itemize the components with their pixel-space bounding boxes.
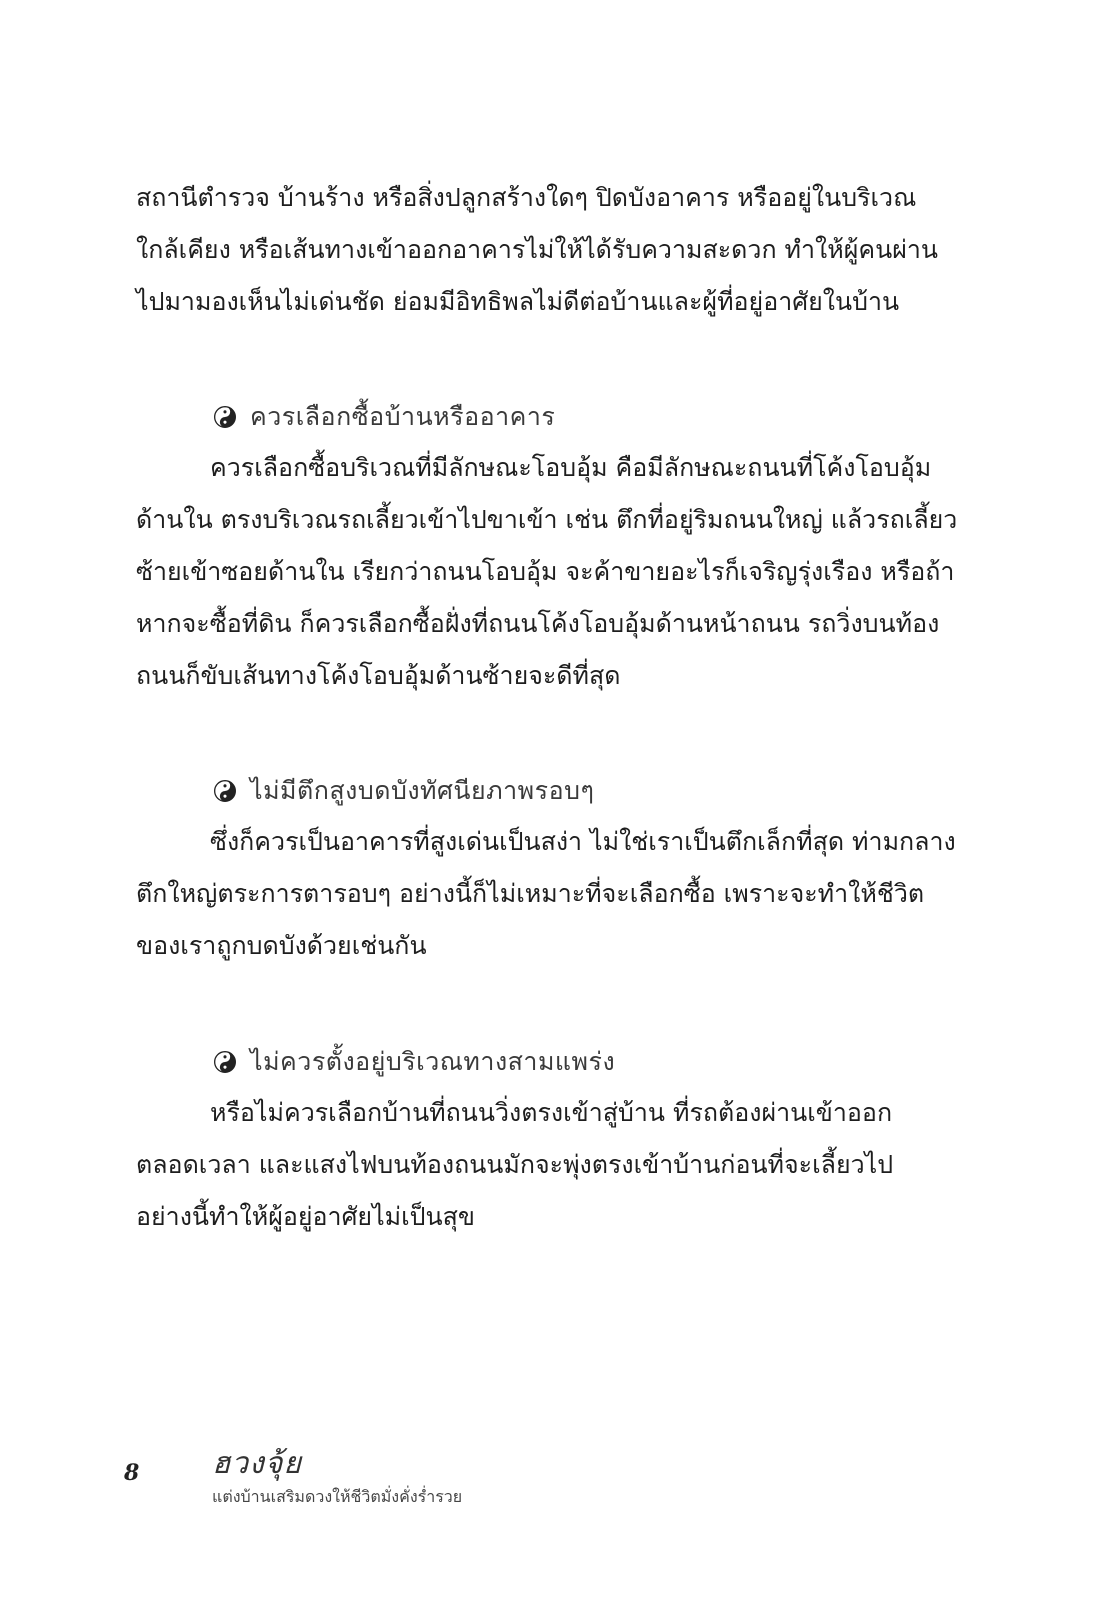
yin-yang-icon — [214, 406, 236, 428]
yin-yang-icon — [214, 780, 236, 802]
section-heading-text: ไม่มีตึกสูงบดบังทัศนียภาพรอบๆ — [250, 776, 595, 805]
text-line: สถานีตำรวจ บ้านร้าง หรือสิ่งปลูกสร้างใดๆ ปิดบังอาคาร หรืออยู่ในบริเวณ — [136, 183, 917, 212]
section-body-2 — [136, 816, 956, 972]
book-title: ฮวงจุ้ย — [212, 1446, 302, 1481]
text-line: ควรเลือกซื้อบริเวณที่มีลักษณะโอบอุ้ม คือมีลักษณะถนนที่โค้งโอบอุ้ม — [210, 453, 932, 482]
page-number: 8 — [124, 1460, 140, 1486]
section-heading-text: ควรเลือกซื้อบ้านหรืออาคาร — [250, 402, 556, 431]
section-heading-3 — [214, 1042, 615, 1082]
section-heading-2 — [214, 771, 594, 811]
book-subtitle: แต่งบ้านเสริมดวงให้ชีวิตมั่งคั่งร่ำรวย — [212, 1487, 463, 1506]
text-line: ของเราถูกบดบังด้วยเช่นกัน — [136, 931, 427, 960]
section-heading-text: ไม่ควรตั้งอยู่บริเวณทางสามแพร่ง — [250, 1047, 616, 1076]
text-line: ไปมามองเห็นไม่เด่นชัด ย่อมมีอิทธิพลไม่ดีต่อบ้านและผู้ที่อยู่อาศัยในบ้าน — [136, 287, 900, 316]
text-line: อย่างนี้ทำให้ผู้อยู่อาศัยไม่เป็นสุข — [136, 1202, 475, 1231]
text-line: ใกล้เคียง หรือเส้นทางเข้าออกอาคารไม่ให้ได้รับความสะดวก ทำให้ผู้คนผ่าน — [136, 235, 938, 264]
text-line: ตลอดเวลา และแสงไฟบนท้องถนนมักจะพุ่งตรงเข้าบ้านก่อนที่จะเลี้ยวไป — [136, 1150, 894, 1179]
text-line: หากจะซื้อที่ดิน ก็ควรเลือกซื้อฝั่งที่ถนนโค้งโอบอุ้มด้านหน้าถนน รถวิ่งบนท้อง — [136, 609, 940, 638]
text-line: ตึกใหญ่ตระการตารอบๆ อย่างนี้ก็ไม่เหมาะที่จะเลือกซื้อ เพราะจะทำให้ชีวิต — [136, 879, 925, 908]
paragraph-continuation — [136, 172, 938, 328]
text-line: ถนนก็ขับเส้นทางโค้งโอบอุ้มด้านซ้ายจะดีที่สุด — [136, 661, 621, 690]
text-line: หรือไม่ควรเลือกบ้านที่ถนนวิ่งตรงเข้าสู่บ้าน ที่รถต้องผ่านเข้าออก — [210, 1098, 893, 1127]
section-body-3 — [136, 1087, 916, 1243]
text-line: ซึ่งก็ควรเป็นอาคารที่สูงเด่นเป็นสง่า ไม่ใช่เราเป็นตึกเล็กที่สุด ท่ามกลาง — [210, 827, 956, 856]
text-line: ซ้ายเข้าซอยด้านใน เรียกว่าถนนโอบอุ้ม จะค้าขายอะไรก็เจริญรุ่งเรือง หรือถ้า — [136, 557, 955, 586]
text-line: ด้านใน ตรงบริเวณรถเลี้ยวเข้าไปขาเข้า เช่น ตึกที่อยู่ริมถนนใหญ่ แล้วรถเลี้ยว — [136, 505, 958, 534]
yin-yang-icon — [214, 1051, 236, 1073]
section-heading-1 — [214, 397, 555, 437]
section-body-1 — [136, 442, 958, 702]
